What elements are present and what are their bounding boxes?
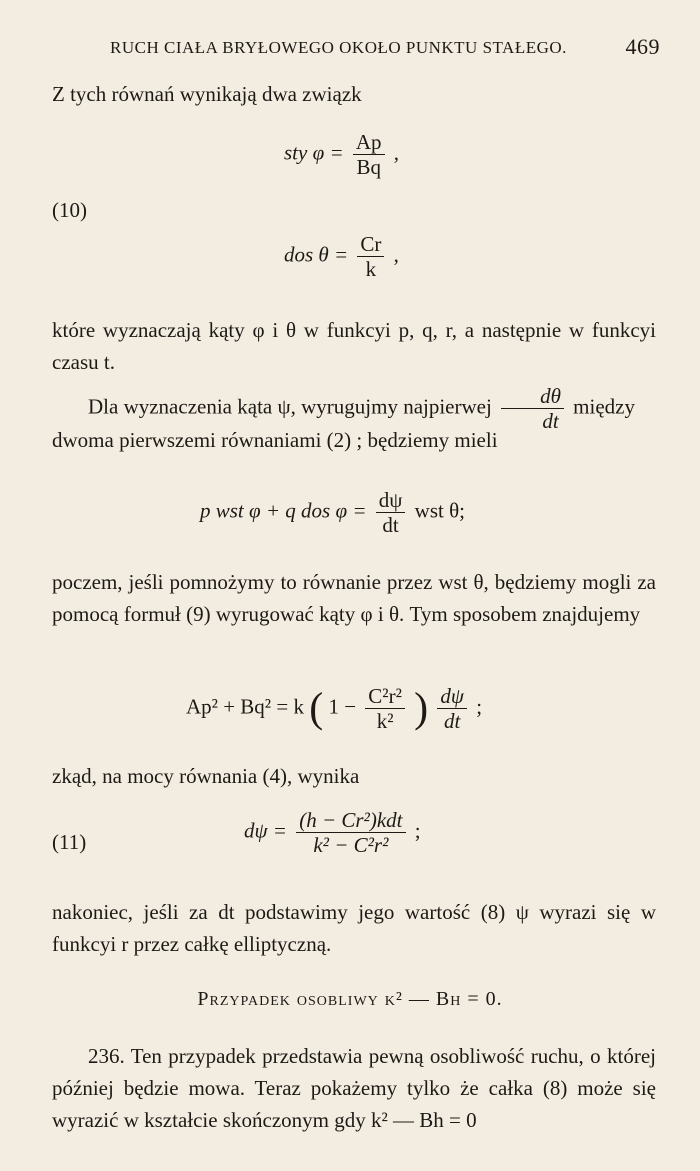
denominator: dt: [382, 513, 399, 537]
text: Dla wyznaczenia kąta ψ, wyrugujmy najpierwej: [88, 394, 492, 419]
paragraph-angles: które wyznaczają kąty φ i θ w funkcyi p, q, r, a następnie w funkcyi czasu t.: [52, 318, 656, 374]
fraction: [296, 808, 405, 857]
eq-lhs: Ap² + Bq² = k: [186, 694, 304, 719]
fraction: [365, 684, 405, 733]
eq-tail: ;: [414, 818, 421, 843]
equation-sty-phi: [284, 130, 399, 179]
denominator: Bq: [356, 155, 381, 179]
eq-rhs: wst θ;: [414, 498, 465, 523]
denominator: dt: [443, 709, 461, 733]
eq-inner: 1 −: [328, 694, 357, 719]
eq-lhs: sty φ =: [284, 140, 344, 165]
denominator: k: [365, 257, 377, 281]
paragraph-finally: nakoniec, jeśli za dt podstawimy jego wartość (8) ψ wyrazi się w funkcyi r przez całkę elliptyczną.: [52, 900, 656, 956]
paragraph-intro: Z tych równań wynikają dwa związk: [52, 82, 362, 106]
fraction: [357, 232, 384, 281]
numerator: Cr: [357, 232, 384, 257]
equation-dos-theta: [284, 232, 399, 281]
page-number: 469: [625, 34, 660, 59]
equation-label-10: (10): [52, 198, 87, 222]
close-paren: ): [414, 685, 429, 732]
eq-lhs: dos θ =: [284, 242, 349, 267]
running-title: RUCH CIAŁA BRYŁOWEGO OKOŁO PUNKTU STAŁEGO.: [110, 38, 567, 57]
numerator: dθ: [501, 384, 564, 409]
fraction: [376, 488, 406, 537]
equation-label-11: (11): [52, 830, 87, 854]
denominator: dt: [542, 409, 559, 433]
numerator: dψ: [376, 488, 406, 513]
eq-lhs: dψ =: [244, 818, 287, 843]
fraction-dpsi-dt: [437, 684, 467, 733]
paragraph-psi-line2: dwoma pierwszemi równaniami (2) ; będziemy mieli: [52, 428, 498, 452]
text: między: [573, 394, 635, 419]
open-paren: (: [309, 685, 324, 732]
eq-tail: ;: [476, 694, 483, 719]
denominator: k²: [376, 709, 394, 733]
equation-ap-bq: [186, 684, 482, 733]
fraction: [353, 130, 385, 179]
section-heading: Przypadek osobliwy k² — Bh = 0.: [197, 988, 503, 1010]
denominator: k² − C²r²: [313, 833, 389, 857]
paragraph-multiply: poczem, jeśli pomnożymy to równanie przez wst θ, będziemy mogli za pomocą formuł (9) wyrugować kąty φ i θ. Tym sposobem znajdujemy: [52, 570, 656, 626]
equation-11: [244, 808, 421, 857]
equation-psi: [200, 488, 465, 537]
paragraph-zkad: zkąd, na mocy równania (4), wynika: [52, 764, 360, 788]
paragraph-236: 236. Ten przypadek przedstawia pewną osobliwość ruchu, o której później będzie mowa. Teraz pokażemy tylko że całka (8) może się wyrazić w kształcie skończonym gdy k² — Bh = 0: [52, 1044, 656, 1132]
numerator: Ap: [353, 130, 385, 155]
numerator: C²r²: [365, 684, 405, 709]
numerator: dψ: [437, 684, 467, 709]
eq-lhs: p wst φ + q dos φ =: [200, 498, 367, 523]
eq-tail: ,: [393, 140, 400, 165]
eq-tail: ,: [393, 242, 399, 267]
numerator: (h − Cr²)kdt: [296, 808, 405, 833]
